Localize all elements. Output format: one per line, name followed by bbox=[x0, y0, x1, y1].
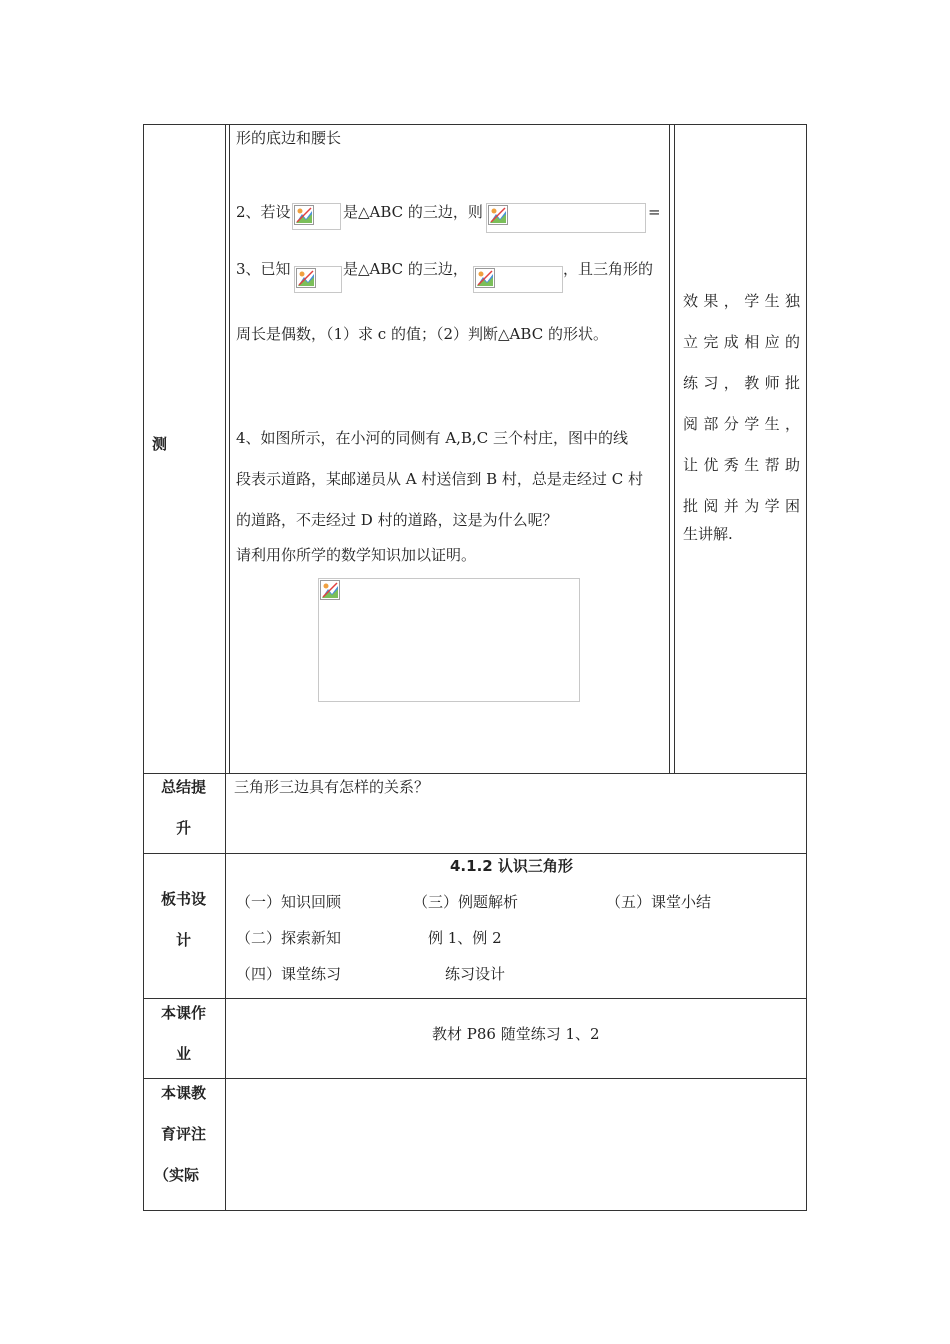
broken-image-icon bbox=[488, 205, 508, 225]
formula-image bbox=[292, 203, 341, 230]
row-label-homework: 本课作 bbox=[161, 1004, 207, 1022]
formula-image bbox=[294, 266, 342, 293]
row-divider-1 bbox=[143, 773, 807, 774]
broken-image-icon bbox=[320, 580, 340, 600]
side-note-line: 效果，学生独 bbox=[683, 292, 801, 310]
row-label-test: 测 bbox=[152, 435, 168, 453]
board-item: （一）知识回顾 bbox=[236, 893, 342, 911]
homework-content: 教材 P86 随堂练习 1、2 bbox=[432, 1025, 600, 1043]
row-divider-2 bbox=[143, 853, 807, 854]
inner-right-divider bbox=[669, 124, 670, 774]
question-3-prefix: 3、已知 bbox=[236, 260, 291, 278]
side-column-divider bbox=[674, 124, 675, 774]
question-2-suffix: = bbox=[648, 203, 661, 221]
board-item: （二）探索新知 bbox=[236, 929, 342, 947]
board-item: （三）例题解析 bbox=[413, 893, 519, 911]
table-bottom-border bbox=[143, 1210, 807, 1211]
row-divider-4 bbox=[143, 1078, 807, 1079]
board-item: 练习设计 bbox=[445, 965, 506, 983]
row-label-board: 板书设 bbox=[161, 890, 207, 908]
side-note-line: 练习，教师批 bbox=[683, 374, 801, 392]
row-label-homework-2: 业 bbox=[176, 1045, 192, 1063]
table-top-border bbox=[143, 124, 807, 125]
row-label-summary: 总结提 bbox=[161, 778, 207, 796]
summary-content: 三角形三边具有怎样的关系？ bbox=[234, 778, 430, 796]
side-note-line: 立完成相应的 bbox=[683, 333, 801, 351]
label-column-divider bbox=[225, 124, 226, 1211]
inner-left-divider bbox=[229, 124, 230, 774]
side-note-line: 生讲解. bbox=[683, 525, 733, 543]
formula-image bbox=[486, 203, 646, 233]
row-divider-3 bbox=[143, 998, 807, 999]
side-note-line: 阅部分学生， bbox=[683, 415, 801, 433]
question-line-5: 4、如图所示，在小河的同侧有 A,B,C 三个村庄，图中的线 bbox=[236, 429, 628, 447]
broken-image-icon bbox=[296, 268, 316, 288]
question-line-6: 段表示道路，某邮递员从 A 村送信到 B 村，总是走经过 C 村 bbox=[236, 470, 643, 488]
question-line-1: 形的底边和腰长 bbox=[236, 129, 342, 147]
question-line-4: 周长是偶数，（1）求 c 的值；（2）判断△ABC 的形状。 bbox=[236, 325, 608, 343]
row-label-reflection: 本课教 bbox=[161, 1084, 207, 1102]
broken-image-icon bbox=[294, 205, 314, 225]
side-note-line: 让优秀生帮助 bbox=[683, 456, 801, 474]
question-3-suffix: ，且三角形的 bbox=[563, 260, 654, 278]
question-2-middle: 是△ABC 的三边，则 bbox=[343, 203, 483, 221]
row-label-board-2: 计 bbox=[176, 931, 192, 949]
row-label-summary-2: 升 bbox=[176, 819, 192, 837]
row-label-reflection-2: 育评注 bbox=[161, 1125, 207, 1143]
question-2-prefix: 2、若设 bbox=[236, 203, 291, 221]
table-right-border bbox=[806, 124, 807, 1211]
broken-image-icon bbox=[475, 268, 495, 288]
board-item: （五）课堂小结 bbox=[606, 893, 712, 911]
board-title: 4.1.2 认识三角形 bbox=[450, 857, 573, 875]
row-label-reflection-3: （实际 bbox=[154, 1166, 200, 1184]
question-line-8: 请利用你所学的数学知识加以证明。 bbox=[236, 546, 477, 564]
table-left-border bbox=[143, 124, 144, 1211]
side-note-line: 批阅并为学困 bbox=[683, 497, 801, 515]
board-item: （四）课堂练习 bbox=[236, 965, 342, 983]
question-3-middle: 是△ABC 的三边， bbox=[343, 260, 468, 278]
formula-image bbox=[473, 266, 563, 293]
board-item: 例 1、例 2 bbox=[428, 929, 502, 947]
question-line-7: 的道路，不走经过 D 村的道路，这是为什么呢？ bbox=[236, 511, 558, 529]
village-figure-image bbox=[318, 578, 580, 702]
